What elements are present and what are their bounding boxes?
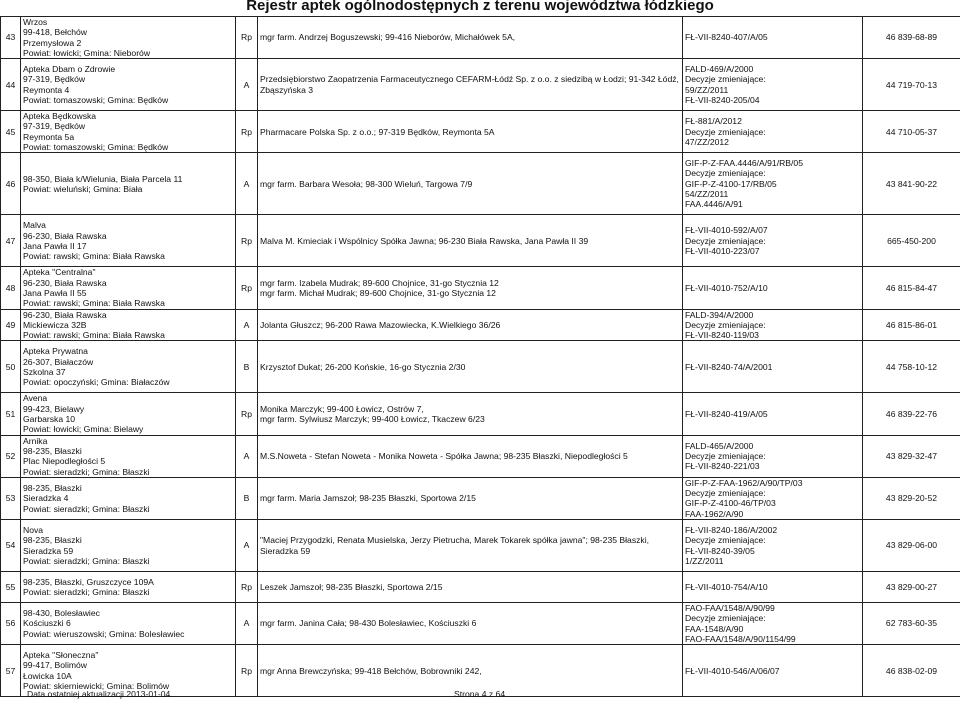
pharmacy-type: A — [236, 153, 258, 215]
permit-line: FŁ-881/A/2012 — [685, 116, 742, 127]
address-line: Powiat: sieradzki; Gmina: Błaszki — [23, 555, 150, 566]
pharmacy-type: Rp — [236, 267, 258, 309]
permit-line: FŁ-VII-4010-754/A/10 — [685, 581, 768, 592]
address-line: 97-319, Będków — [23, 74, 86, 85]
phone-number: 46 839-22-76 — [863, 393, 960, 435]
pharmacy-type: Rp — [236, 572, 258, 603]
row-number: 52 — [1, 435, 21, 477]
owner-cell — [258, 572, 683, 603]
pharmacy-type: A — [236, 520, 258, 572]
address-line: Powiat: sieradzki; Gmina: Błaszki — [23, 503, 150, 514]
permit-line: FŁ-VII-4010-752/A/10 — [685, 282, 768, 293]
address-line: 98-430, Bolesławiec — [23, 608, 100, 619]
permit-cell — [683, 645, 863, 697]
permit-cell — [683, 267, 863, 309]
table-row — [1, 59, 960, 111]
owner-line: Zbąszyńska 3 — [260, 84, 314, 95]
pharmacy-address-cell — [21, 477, 236, 519]
permit-line: FALD-394/A/2000 — [685, 309, 754, 320]
owner-line: Malva M. Kmieciak i Wspólnicy Spółka Jawna; 96-230 Biała Rawska, Jana Pawła II 39 — [260, 235, 589, 246]
phone-number: 44 719-70-13 — [863, 59, 960, 111]
pharmacy-address-cell — [21, 341, 236, 393]
page-title: Rejestr aptek ogólnodostępnych z terenu województwa łódzkiego — [246, 0, 714, 14]
address-line: Powiat: rawski; Gmina: Biała Rawska — [23, 298, 165, 309]
permit-line: GIF-P-Z-4100-17/RB/05 — [685, 178, 777, 189]
address-line: 98-235, Błaszki — [23, 445, 82, 456]
row-number: 56 — [1, 603, 21, 645]
address-line: 97-319, Będków — [23, 121, 86, 132]
pharmacy-address-cell — [21, 267, 236, 309]
permit-line: FAA-1962/A/90 — [685, 508, 744, 519]
phone-number: 44 758-10-12 — [863, 341, 960, 393]
permit-line: FALD-465/A/2000 — [685, 440, 754, 451]
address-line: Nova — [23, 524, 44, 535]
phone-number: 46 839-68-89 — [863, 17, 960, 59]
last-update-date: Data ostatniej aktualizacji 2013-01-04 — [27, 689, 171, 699]
owner-line: mgr Anna Brewczyńska; 99-418 Bełchów, Bobrowniki 242, — [260, 665, 482, 676]
pharmacy-address-cell — [21, 153, 236, 215]
row-number: 46 — [1, 153, 21, 215]
address-line: Powiat: tomaszowski; Gmina: Będków — [23, 94, 169, 105]
owner-line: Monika Marczyk; 99-400 Łowicz, Ostrów 7, — [260, 403, 424, 414]
address-line: Arnika — [23, 435, 48, 446]
owner-cell — [258, 435, 683, 477]
pharmacy-type: A — [236, 435, 258, 477]
permit-cell — [683, 309, 863, 341]
owner-cell — [258, 393, 683, 435]
pharmacy-address-cell — [21, 572, 236, 603]
address-line: Powiat: wieruszowski; Gmina: Bolesławiec — [23, 628, 185, 639]
owner-cell — [258, 153, 683, 215]
permit-cell — [683, 153, 863, 215]
pharmacy-address-cell — [21, 59, 236, 111]
address-line: 98-235, Błaszki — [23, 482, 82, 493]
address-line: 99-417, Bolimów — [23, 660, 88, 671]
row-number: 43 — [1, 17, 21, 59]
address-line: 98-350, Biała k/Wielunia, Biała Parcela 11 — [23, 173, 183, 184]
address-line: Mickiewicza 32B — [23, 319, 87, 330]
permit-line: FŁ-VII-4010-223/07 — [685, 246, 760, 257]
owner-cell — [258, 17, 683, 59]
table-row — [1, 603, 960, 645]
table-row — [1, 309, 960, 341]
permit-line: FALD-469/A/2000 — [685, 64, 754, 75]
permit-line: FAA.4446/A/91 — [685, 199, 743, 210]
owner-line: Krzysztof Dukat; 26-200 Końskie, 16-go Stycznia 2/30 — [260, 361, 466, 372]
phone-number: 43 841-90-22 — [863, 153, 960, 215]
phone-number: 665-450-200 — [863, 215, 960, 267]
owner-line: M.S.Noweta - Stefan Noweta - Monika Noweta - Spółka Jawna; 98-235 Błaszki, Niepodległości 5 — [260, 451, 628, 462]
address-line: Malva — [23, 220, 46, 231]
pharmacy-type: Rp — [236, 111, 258, 153]
address-line: Sieradzka 4 — [23, 493, 69, 504]
address-line: Łowicka 10A — [23, 670, 72, 681]
table-row — [1, 435, 960, 477]
row-number: 55 — [1, 572, 21, 603]
phone-number: 46 815-84-47 — [863, 267, 960, 309]
pharmacy-type: A — [236, 59, 258, 111]
permit-cell — [683, 17, 863, 59]
row-number: 47 — [1, 215, 21, 267]
address-line: Plac Niepodległości 5 — [23, 456, 106, 467]
permit-line: Decyzje zmieniające: — [685, 74, 766, 85]
phone-number: 46 815-86-01 — [863, 309, 960, 341]
owner-line: mgr farm. Barbara Wesoła; 98-300 Wieluń, Targowa 7/9 — [260, 178, 473, 189]
owner-cell — [258, 267, 683, 309]
address-line: 96-230, Biała Rawska — [23, 277, 107, 288]
permit-line: FŁ-VII-8240-74/A/2001 — [685, 361, 773, 372]
pharmacy-type: Rp — [236, 17, 258, 59]
row-number: 50 — [1, 341, 21, 393]
permit-line: Decyzje zmieniające: — [685, 126, 766, 137]
permit-line: GIF-P-Z-4100-46/TP/03 — [685, 498, 776, 509]
row-number: 57 — [1, 645, 21, 697]
pharmacy-address-cell — [21, 520, 236, 572]
permit-line: Decyzje zmieniające: — [685, 319, 766, 330]
permit-line: 54/ZZ/2011 — [685, 189, 729, 200]
pharmacy-type: B — [236, 341, 258, 393]
address-line: Powiat: skierniewicki; Gmina: Bolimów — [23, 681, 170, 691]
owner-line: mgr farm. Michał Mudrak; 89-600 Chojnice, 31-go Stycznia 12 — [260, 287, 496, 298]
address-line: 96-230, Biała Rawska — [23, 230, 107, 241]
permit-line: FŁ-VII-8240-419/A/05 — [685, 408, 768, 419]
address-line: Powiat: łowicki; Gmina: Bielawy — [23, 424, 144, 435]
phone-number: 43 829-06-00 — [863, 520, 960, 572]
address-line: Jana Pawła II 55 — [23, 287, 87, 298]
table-row — [1, 520, 960, 572]
pharmacy-address-cell — [21, 111, 236, 153]
owner-cell — [258, 309, 683, 341]
phone-number: 46 838-02-09 — [863, 645, 960, 697]
address-line: Powiat: sieradzki; Gmina: Błaszki — [23, 466, 150, 477]
row-number: 45 — [1, 111, 21, 153]
table-row — [1, 111, 960, 153]
pharmacy-type: A — [236, 309, 258, 341]
permit-cell — [683, 572, 863, 603]
permit-cell — [683, 341, 863, 393]
address-line: 96-230, Biała Rawska — [23, 309, 107, 320]
permit-line: FŁ-VII-4010-592/A/07 — [685, 225, 768, 236]
pharmacy-type: Rp — [236, 215, 258, 267]
owner-line: "Maciej Przygodzki, Renata Musielska, Jerzy Pietrucha, Marek Tokarek spółka jawna"; 98-235 Błaszki, — [260, 535, 650, 546]
table-row — [1, 393, 960, 435]
permit-cell — [683, 520, 863, 572]
owner-cell — [258, 603, 683, 645]
pharmacy-address-cell — [21, 603, 236, 645]
table-row — [1, 153, 960, 215]
address-line: Garbarska 10 — [23, 414, 76, 425]
permit-line: FAA-1548/A/90 — [685, 623, 744, 634]
address-line: Szkolna 37 — [23, 366, 66, 377]
permit-line: Decyzje zmieniające: — [685, 488, 766, 499]
permit-cell — [683, 603, 863, 645]
address-line: Powiat: rawski; Gmina: Biała Rawska — [23, 251, 165, 262]
permit-line: Decyzje zmieniające: — [685, 168, 766, 179]
address-line: Wrzos — [23, 17, 48, 27]
permit-line: FAO-FAA/1548/A/90/99 — [685, 603, 775, 614]
phone-number: 43 829-32-47 — [863, 435, 960, 477]
row-number: 49 — [1, 309, 21, 341]
row-number: 53 — [1, 477, 21, 519]
permit-cell — [683, 59, 863, 111]
table-row — [1, 17, 960, 59]
table-row — [1, 215, 960, 267]
row-number: 44 — [1, 59, 21, 111]
address-line: Powiat: łowicki; Gmina: Nieborów — [23, 47, 151, 58]
owner-line: mgr farm. Sylwiusz Marczyk; 99-400 Łowicz, Tkaczew 6/23 — [260, 414, 485, 425]
permit-line: 1/ZZ/2011 — [685, 555, 724, 566]
pharmacy-address-cell — [21, 435, 236, 477]
permit-cell — [683, 111, 863, 153]
phone-number: 44 710-05-37 — [863, 111, 960, 153]
address-line: Powiat: opoczyński; Gmina: Białaczów — [23, 377, 170, 388]
permit-line: FŁ-VII-8240-119/03 — [685, 330, 759, 341]
permit-line: FŁ-VII-8240-39/05 — [685, 545, 755, 556]
permit-line: FŁ-VII-8240-186/A/2002 — [685, 524, 778, 535]
pharmacy-type: Rp — [236, 645, 258, 697]
owner-line: mgr farm. Maria Jamszoł; 98-235 Błaszki, Sportowa 2/15 — [260, 493, 476, 504]
address-line: Przemysłowa 2 — [23, 37, 82, 48]
owner-line: mgr farm. Janina Cała; 98-430 Bolesławiec, Kościuszki 6 — [260, 618, 477, 629]
permit-cell — [683, 477, 863, 519]
permit-line: Decyzje zmieniające: — [685, 451, 766, 462]
pharmacy-type: A — [236, 603, 258, 645]
owner-cell — [258, 215, 683, 267]
pharmacy-address-cell — [21, 215, 236, 267]
address-line: 98-235, Błaszki, Gruszczyce 109A — [23, 576, 154, 587]
address-line: Kościuszki 6 — [23, 618, 71, 629]
phone-number: 43 829-00-27 — [863, 572, 960, 603]
pharmacy-address-cell — [21, 309, 236, 341]
row-number: 51 — [1, 393, 21, 435]
owner-cell — [258, 520, 683, 572]
address-line: 98-235, Błaszki — [23, 535, 82, 546]
owner-cell — [258, 111, 683, 153]
owner-cell — [258, 341, 683, 393]
address-line: Powiat: rawski; Gmina: Biała Rawska — [23, 330, 165, 341]
pharmacy-table — [0, 16, 960, 697]
owner-line: Pharmacare Polska Sp. z o.o.; 97-319 Będków, Reymonta 5A — [260, 126, 495, 137]
permit-cell — [683, 435, 863, 477]
permit-line: FAO-FAA/1548/A/90/1154/99 — [685, 633, 796, 644]
address-line: Powiat: tomaszowski; Gmina: Będków — [23, 142, 169, 153]
phone-number: 62 783-60-35 — [863, 603, 960, 645]
permit-line: Decyzje zmieniające: — [685, 613, 766, 624]
table-row — [1, 267, 960, 309]
owner-line: Sieradzka 59 — [260, 545, 311, 556]
permit-line: 47/ZZ/2012 — [685, 136, 729, 147]
address-line: Avena — [23, 393, 48, 404]
address-line: 99-423, Bielawy — [23, 403, 85, 414]
permit-line: FŁ-VII-8240-221/03 — [685, 461, 760, 472]
table-row — [1, 572, 960, 603]
phone-number: 43 829-20-52 — [863, 477, 960, 519]
address-line: Powiat: wieluński; Gmina: Biała — [23, 183, 143, 194]
permit-line: GIF-P-Z-FAA.4446/A/91/RB/05 — [685, 158, 803, 169]
permit-line: FŁ-VII-8240-407/A/05 — [685, 32, 768, 43]
address-line: 99-418, Bełchów — [23, 27, 88, 38]
owner-line: Przedsiębiorstwo Zaopatrzenia Farmaceutycznego CEFARM-Łódź Sp. z o.o. z siedzibą w Łodzi; 91-342 Łódź, — [260, 74, 679, 85]
address-line: Apteka Będkowska — [23, 111, 97, 122]
permit-line: 59/ZZ/2011 — [685, 84, 729, 95]
page-number: Strona 4 z 64 — [454, 689, 506, 699]
table-row — [1, 477, 960, 519]
owner-line: mgr farm. Andrzej Boguszewski; 99-416 Nieborów, Michałówek 5A, — [260, 32, 516, 43]
permit-line: Decyzje zmieniające: — [685, 235, 766, 246]
permit-line: GIF-P-Z-FAA-1962/A/90/TP/03 — [685, 477, 803, 488]
address-line: Jana Pawła II 17 — [23, 240, 87, 251]
address-line: Apteka "Słoneczna" — [23, 650, 99, 661]
permit-line: FŁ-VII-8240-205/04 — [685, 94, 760, 105]
pharmacy-type: B — [236, 477, 258, 519]
owner-line: mgr farm. Izabela Mudrak; 89-600 Chojnice, 31-go Stycznia 12 — [260, 277, 499, 288]
address-line: Apteka Dbam o Zdrowie — [23, 64, 116, 75]
address-line: Sieradzka 59 — [23, 545, 74, 556]
address-line: Reymonta 4 — [23, 84, 70, 95]
address-line: Apteka "Centralna" — [23, 267, 96, 278]
owner-cell — [258, 59, 683, 111]
table-row — [1, 341, 960, 393]
permit-line: Decyzje zmieniające: — [685, 535, 766, 546]
permit-cell — [683, 393, 863, 435]
address-line: Apteka Prywatna — [23, 346, 88, 357]
row-number: 54 — [1, 520, 21, 572]
row-number: 48 — [1, 267, 21, 309]
address-line: Powiat: sieradzki; Gmina: Błaszki — [23, 587, 150, 598]
owner-line: Jolanta Głuszcz; 96-200 Rawa Mazowiecka, K.Wielkiego 36/26 — [260, 319, 501, 330]
owner-cell — [258, 477, 683, 519]
permit-line: FŁ-VII-4010-546/A/06/07 — [685, 665, 780, 676]
permit-cell — [683, 215, 863, 267]
pharmacy-address-cell — [21, 17, 236, 59]
address-line: Reymonta 5a — [23, 131, 75, 142]
pharmacy-address-cell — [21, 393, 236, 435]
owner-line: Leszek Jamszoł; 98-235 Błaszki, Sportowa 2/15 — [260, 581, 443, 592]
pharmacy-type: Rp — [236, 393, 258, 435]
address-line: 26-307, Białaczów — [23, 356, 94, 367]
